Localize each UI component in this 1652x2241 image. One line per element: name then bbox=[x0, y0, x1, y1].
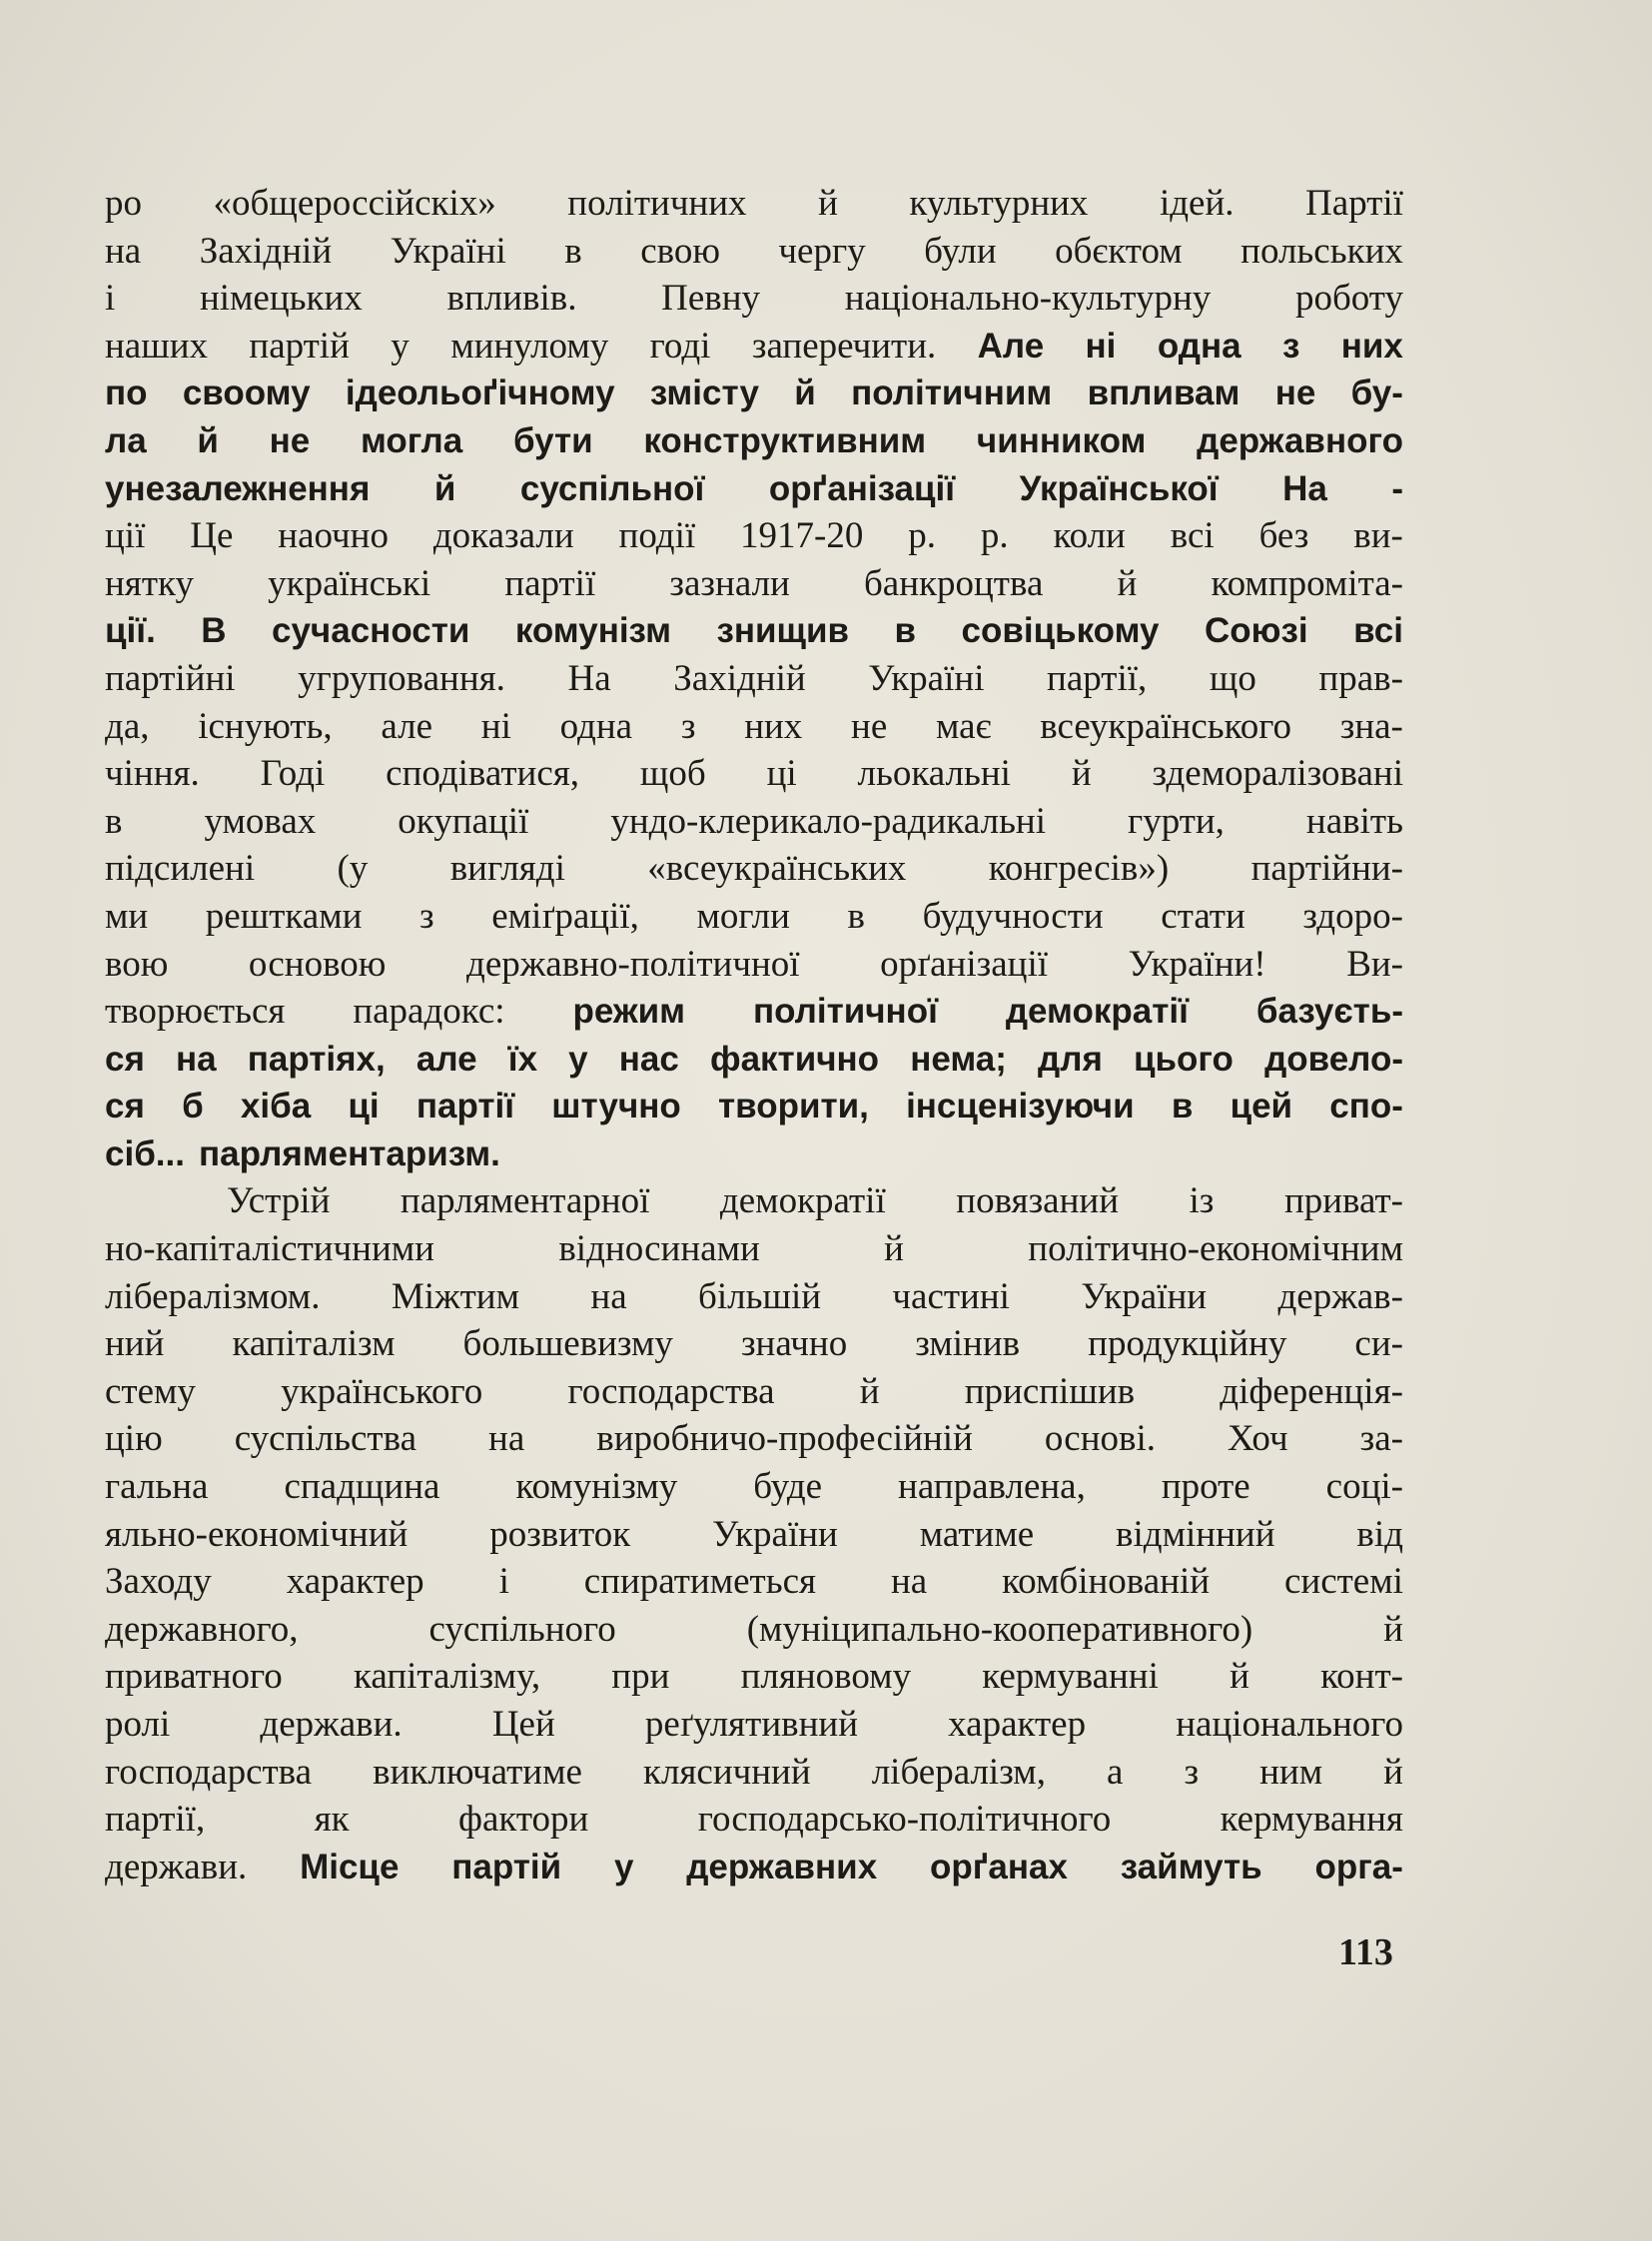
text-line: партії, як фактори господарсько-політичного кермування bbox=[105, 1799, 1403, 1841]
text-line: лібералізмом. Міжтим на більшій частині України держав- bbox=[105, 1275, 1403, 1317]
text-line: ся б хіба ці партії штучно творити, інсценізуючи в цей спо- bbox=[105, 1087, 1403, 1126]
text-line: да, існують, але ні одна з них не має всеукраїнського зна- bbox=[105, 705, 1403, 747]
text-line: ро «общероссійскіх» політичних й культурних ідей. Партії bbox=[105, 183, 1403, 224]
text-line: господарства виключатиме клясичний лібералізм, а з ним й bbox=[105, 1751, 1403, 1793]
text-line: творюється парадокс: режим політичної демократії базуєть- bbox=[105, 991, 1403, 1033]
text-line: в умовах окупації ундо-клерикало-радикальні гурти, навіть bbox=[105, 800, 1403, 842]
text-line: ла й не могла бути конструктивним чинником державного bbox=[105, 420, 1403, 460]
text-line: приватного капіталізму, при пляновому кермуванні й конт- bbox=[105, 1656, 1403, 1698]
text-line: наших партій у минулому годі заперечити. Але ні одна з них bbox=[105, 325, 1403, 367]
text-line: чіння. Годі сподіватися, щоб ці льокальні й здеморалізовані bbox=[105, 753, 1403, 795]
text-line: на Західній Україні в свою чергу були обєктом польських bbox=[105, 230, 1403, 272]
text-line: стему українського господарства й приспішив діференція- bbox=[105, 1370, 1403, 1412]
text-line: сіб... парляментаризм. bbox=[105, 1133, 500, 1173]
text-line: держави. Місце партій у державних орґанах займуть орга- bbox=[105, 1846, 1403, 1887]
text-line: і німецьких впливів. Певну національно-культурну роботу bbox=[105, 278, 1403, 320]
text-line: ся на партіях, але їх у нас фактично нема; для цього довело- bbox=[105, 1039, 1403, 1079]
text-line: Заходу характер і спиратиметься на комбінованій системі bbox=[105, 1561, 1403, 1603]
text-line: ний капіталізм большевизму значно змінив продукційну си- bbox=[105, 1323, 1403, 1365]
text-line: унезалежнення й суспільної орґанізації Української На - bbox=[105, 468, 1403, 508]
text-line: но-капіталістичними відносинами й політично-економічним bbox=[105, 1228, 1403, 1270]
text-line: Устрій парляментарної демократії повязаний із приват- bbox=[227, 1180, 1403, 1222]
text-line: вою основою державно-політичної орґанізації України! Ви- bbox=[105, 943, 1403, 985]
text-line: ролі держави. Цей реґулятивний характер національного bbox=[105, 1704, 1403, 1745]
body-text bbox=[105, 180, 1403, 1890]
text-line: ції Це наочно доказали події 1917-20 р. р. коли всі без ви- bbox=[105, 515, 1403, 557]
text-line: гальна спадщина комунізму буде направлена, проте соці- bbox=[105, 1466, 1403, 1508]
page-number: 113 bbox=[1338, 1931, 1393, 1973]
text-line: підсилені (у вигляді «всеукраїнських конгресів») партійни- bbox=[105, 848, 1403, 890]
text-line: яльно-економічний розвиток України матиме відмінний від bbox=[105, 1513, 1403, 1555]
text-line: партійні угруповання. На Західній Україні партії, що прав- bbox=[105, 657, 1403, 699]
text-line: цію суспільства на виробничо-професійній основі. Хоч за- bbox=[105, 1418, 1403, 1460]
text-line: ції. В сучасности комунізм знищив в совіцькому Союзі всі bbox=[105, 611, 1403, 651]
text-line: нятку українські партії зазнали банкроцтва й компроміта- bbox=[105, 562, 1403, 604]
text-line: по своому ідеольоґічному змісту й політичним впливам не бу- bbox=[105, 374, 1403, 413]
text-line: ми рештками з еміґрації, могли в будучности стати здоро- bbox=[105, 895, 1403, 937]
text-line: державного, суспільного (муніципально-кооперативного) й bbox=[105, 1608, 1403, 1650]
